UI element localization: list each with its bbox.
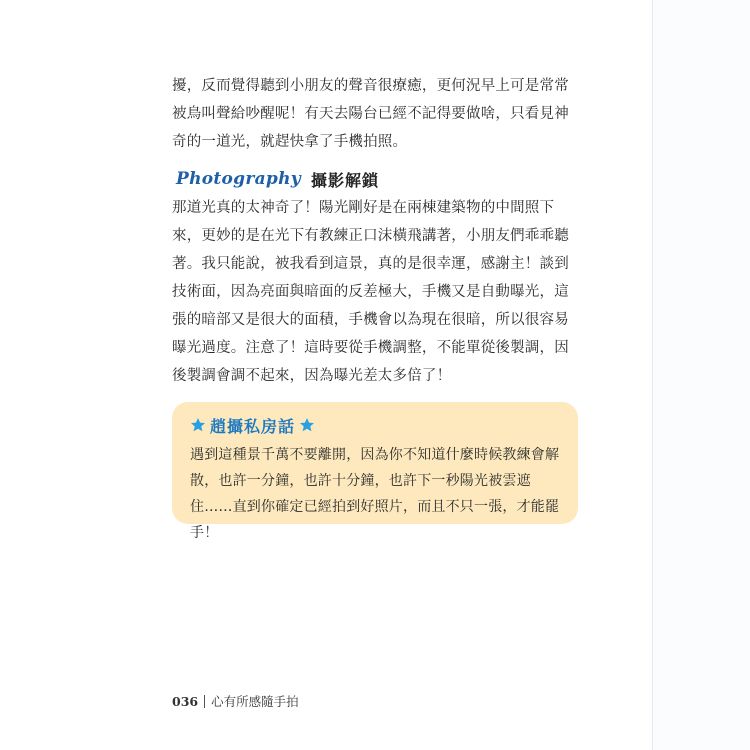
- section-script-label: Photography: [176, 169, 301, 189]
- body-paragraph-main: 那道光真的太神奇了！陽光剛好是在兩棟建築物的中間照下來，更妙的是在光下有教練正口沫橫飛講著，小朋友們乖乖聽著。我只能說，被我看到這景，真的是很幸運，感謝主！談到技術面，因為亮面與暗面的反差極大，手機又是自動曝光，這張的暗部又是很大的面積，手機會以為現在很暗，所以很容易曝光過度。注意了！這時要從手機調整，不能單從後製調，因後製調會調不起來，因為曝光差太多倍了！: [172, 200, 569, 384]
- body-paragraph-intro: 擾，反而覺得聽到小朋友的聲音很療癒，更何況早上可是常常被鳥叫聲給吵醒呢！有天去陽台已經不記得要做啥，只看見神奇的一道光，就趕快拿了手機拍照。: [172, 78, 569, 150]
- tip-text: 遇到這種景千萬不要離開，因為你不知道什麼時候教練會解散，也許一分鐘，也許十分鐘，也許下一秒陽光被雲遮住……直到你確定已經拍到好照片，而且不只一張，才能罷手！: [190, 447, 560, 541]
- page-footer: [172, 692, 299, 710]
- page-gutter: [653, 0, 750, 750]
- page-number: 036: [172, 693, 199, 709]
- section-title: 攝影解鎖: [310, 170, 379, 190]
- book-title: 心有所感隨手拍: [211, 694, 299, 709]
- tip-title: 趙攝私房話: [210, 416, 296, 436]
- star-icon: [299, 417, 315, 433]
- tip-box: [172, 402, 578, 541]
- footer-divider: [204, 695, 205, 708]
- star-icon: [190, 417, 206, 433]
- tip-header: [190, 412, 564, 438]
- section-heading: [176, 164, 379, 194]
